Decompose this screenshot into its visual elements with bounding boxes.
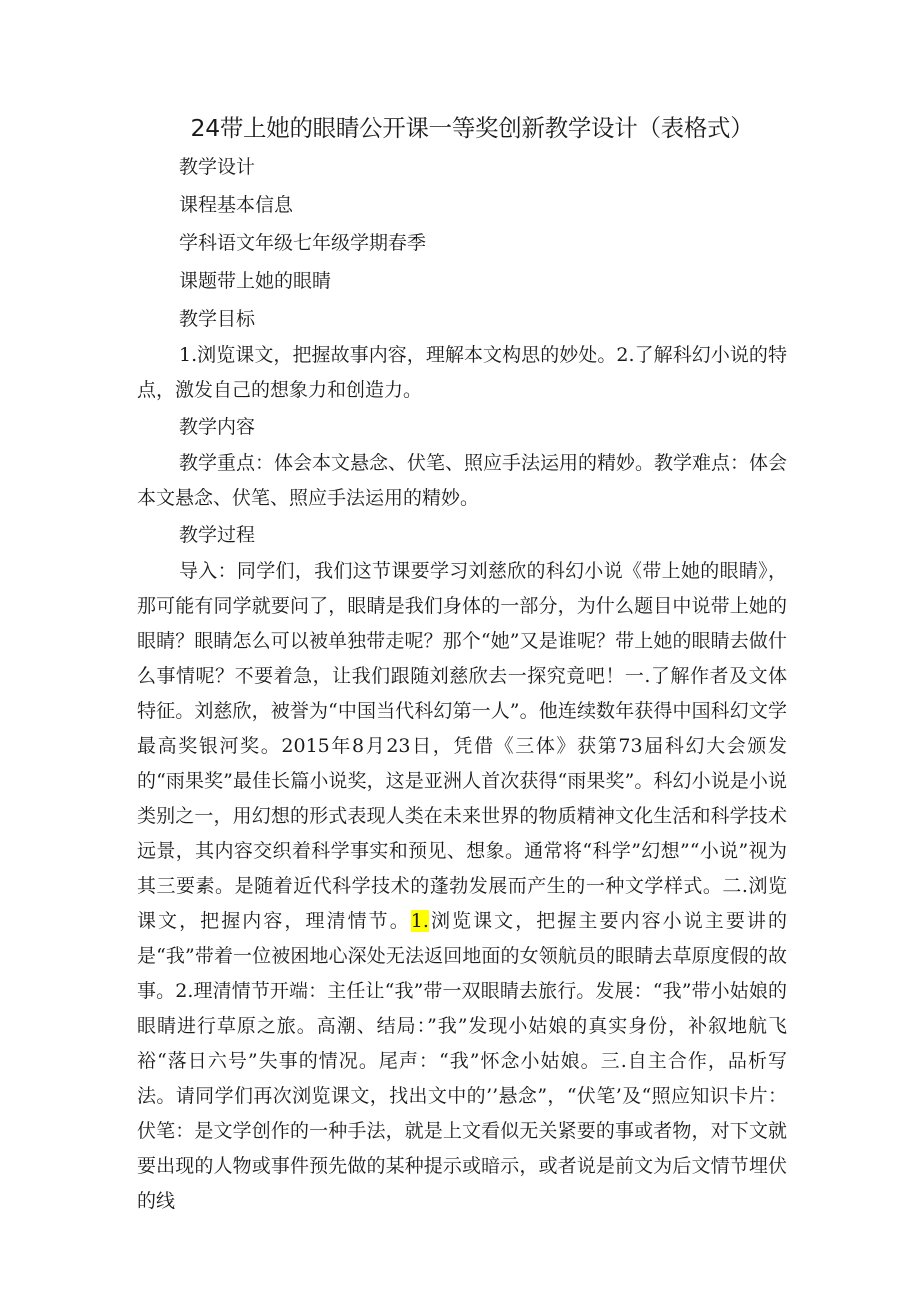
subject-line: 学科语文年级七年级学期春季 [179,232,427,254]
heading-teaching-content: 教学内容 [179,416,256,438]
document-title: 24带上她的眼睛公开课一等奖创新教学设计（表格式） [190,114,754,142]
process-text-start: 导入：同学们，我们这节课要学习刘慈欣的科幻小说《带上她的眼睛》，那可能有同学就要问了，眼睛是我们身体的一部分，为什么题目中说带上她的眼睛？眼睛怎么可以被单独带走呢？那个“她”又是谁呢？带上她的眼睛去做什么事情呢？不要着急，让我们跟随刘慈欣去一探究竟吧！一.了解作者及文体特征。刘慈欣，被誉为“中国当代科幻第一人”。他连续数年获得中国科幻文学最高奖银河奖。2015年8月23日，凭借《三体》获第73届科幻大会颁发的“雨果奖”最佳长篇小说奖，这是亚洲人首次获得“雨果奖”。科幻小说是小说类别之一，用幻想的形式表现人类在未来世界的物质精神文化生活和科学技术远景，其内容交织着科学事实和预见、想象。通常将“科学”幻想”“小说”视为其三要素。是随着近代科学技术的蓬勃发展而产生的一种文学样式。二.浏览课文，把握内容，理清情节。 [137,560,787,932]
heading-course-info: 课程基本信息 [179,194,294,216]
process-paragraph [137,554,787,1219]
document-page [137,108,787,1219]
heading-teaching-goals: 教学目标 [179,308,256,330]
process-text-end: 浏览课文，把握主要内容小说主要讲的是“我”带着一位被困地心深处无法返回地面的女领航员的眼睛去草原度假的故事。2.理清情节开端：主任让“我”带一双眼睛去旅行。发展：“我”带小姑娘的眼睛进行草原之旅。高潮、结局：”我”发现小姑娘的真实身份，补叙地航飞裕“落日六号”失事的情况。尾声：“我”怀念小姑娘。三.自主合作，品析写法。请同学们再次浏览课文，找出文中的’’悬念”，“伏笔’及“照应知识卡片：伏笔：是文学创作的一种手法，就是上文看似无关紧要的事或者物，对下文就要出现的人物或事件预先做的某种提示或暗示，或者说是前文为后文情节埋伏的线 [137,910,787,1212]
heading-teaching-process: 教学过程 [179,524,256,546]
goals-paragraph: 1.浏览课文，把握故事内容，理解本文构思的妙处。2.了解科幻小说的特点，激发自己的想象力和创造力。 [137,344,787,401]
content-paragraph: 教学重点：体会本文悬念、伏笔、照应手法运用的精妙。教学难点：体会本文悬念、伏笔、照应手法运用的精妙。 [137,452,788,509]
highlighted-text: 1. [410,910,429,932]
heading-teaching-design: 教学设计 [179,156,256,178]
topic-line: 课题带上她的眼睛 [179,270,332,292]
